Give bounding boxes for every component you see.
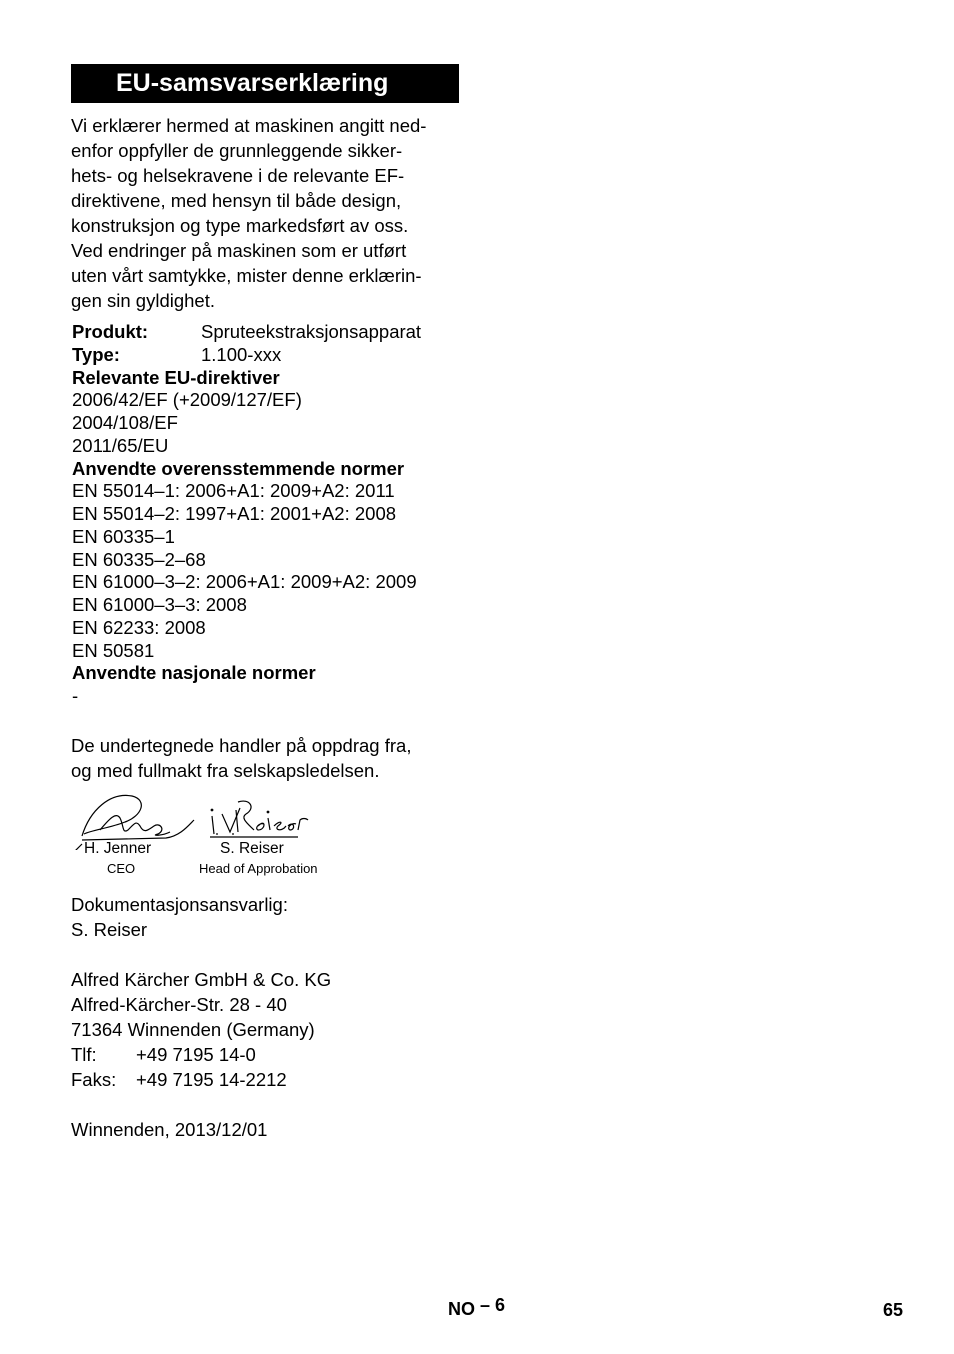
signed-line: De undertegnede handler på oppdrag fra,	[71, 735, 412, 756]
page-title: EU-samsvarserklæring	[71, 64, 459, 103]
norm-item: EN 60335–1	[72, 525, 175, 547]
footer-section-page: – 6	[480, 1295, 506, 1315]
fax-label: Faks:	[71, 1069, 117, 1090]
signed-line: og med fullmakt fra selskapsledelsen.	[71, 760, 380, 781]
signatures	[70, 790, 340, 880]
fax-row	[71, 1067, 331, 1092]
intro-line: enfor oppfyller de grunnleggende sikker-	[71, 140, 403, 161]
intro-line: uten vårt samtykke, mister denne erklærin-	[71, 265, 422, 286]
intro-line: Ved endringer på maskinen som er utført	[71, 240, 407, 261]
norm-item: EN 61000–3–2: 2006+A1: 2009+A2: 2009	[72, 571, 417, 593]
norm-item: EN 60335–2–68	[72, 548, 206, 570]
spec-block	[72, 321, 472, 708]
norm-item: EN 50581	[72, 639, 155, 661]
type-row	[72, 344, 472, 367]
type-value: 1.100-xxx	[201, 343, 282, 365]
doc-responsible-name: S. Reiser	[71, 919, 148, 940]
company-city: 71364 Winnenden (Germany)	[71, 1019, 315, 1040]
doc-responsible-label: Dokumentasjonsansvarlig:	[71, 894, 288, 915]
norm-item: EN 55014–1: 2006+A1: 2009+A2: 2011	[72, 480, 395, 502]
signatory-role: Head of Approbation	[199, 861, 318, 876]
national-title: Anvendte nasjonale normer	[72, 662, 316, 684]
company-name: Alfred Kärcher GmbH & Co. KG	[71, 969, 332, 990]
directive-item: 2004/108/EF	[72, 412, 178, 433]
phone-row	[71, 1042, 331, 1067]
directive-item: 2006/42/EF (+2009/127/EF)	[72, 389, 302, 411]
norm-item: EN 62233: 2008	[72, 616, 206, 638]
company-address	[71, 967, 331, 1092]
product-row	[72, 321, 472, 344]
signed-statement	[71, 733, 411, 783]
company-street: Alfred-Kärcher-Str. 28 - 40	[71, 994, 287, 1015]
intro-line: direktivene, med hensyn til både design,	[71, 190, 402, 211]
directives-title: Relevante EU-direktiver	[72, 366, 280, 388]
phone-label: Tlf:	[71, 1044, 97, 1065]
place-date	[71, 1117, 267, 1142]
phone-value: +49 7195 14-0	[136, 1044, 256, 1065]
intro-line: Vi erklærer hermed at maskinen angitt ned-	[71, 115, 427, 136]
intro-paragraph	[71, 113, 471, 313]
norm-item: EN 61000–3–3: 2008	[72, 594, 247, 615]
norm-item: EN 55014–2: 1997+A1: 2001+A2: 2008	[72, 503, 397, 524]
directive-item: 2011/65/EU	[72, 434, 169, 456]
place-date-text: Winnenden, 2013/12/01	[71, 1119, 268, 1140]
footer-language: NO	[448, 1299, 475, 1319]
intro-line: konstruksjon og type markedsført av oss.	[71, 215, 409, 236]
documentation-responsible	[71, 892, 288, 942]
footer-language-page	[448, 1295, 506, 1320]
signatory-role: CEO	[107, 861, 136, 876]
product-label: Produkt:	[72, 321, 149, 342]
national-value: -	[72, 685, 79, 706]
type-label: Type:	[72, 343, 120, 365]
intro-line: hets- og helsekravene i de relevante EF-	[71, 165, 405, 186]
signatory-name: H. Jenner	[84, 840, 152, 857]
signature-reiser	[210, 801, 308, 837]
product-value: Spruteekstraksjonsapparat	[201, 321, 422, 342]
signatory-name: S. Reiser	[220, 840, 284, 857]
page-number: 65	[883, 1300, 904, 1320]
fax-value: +49 7195 14-2212	[136, 1069, 287, 1090]
norms-title: Anvendte overensstemmende normer	[72, 457, 405, 479]
intro-line: gen sin gyldighet.	[71, 290, 215, 311]
